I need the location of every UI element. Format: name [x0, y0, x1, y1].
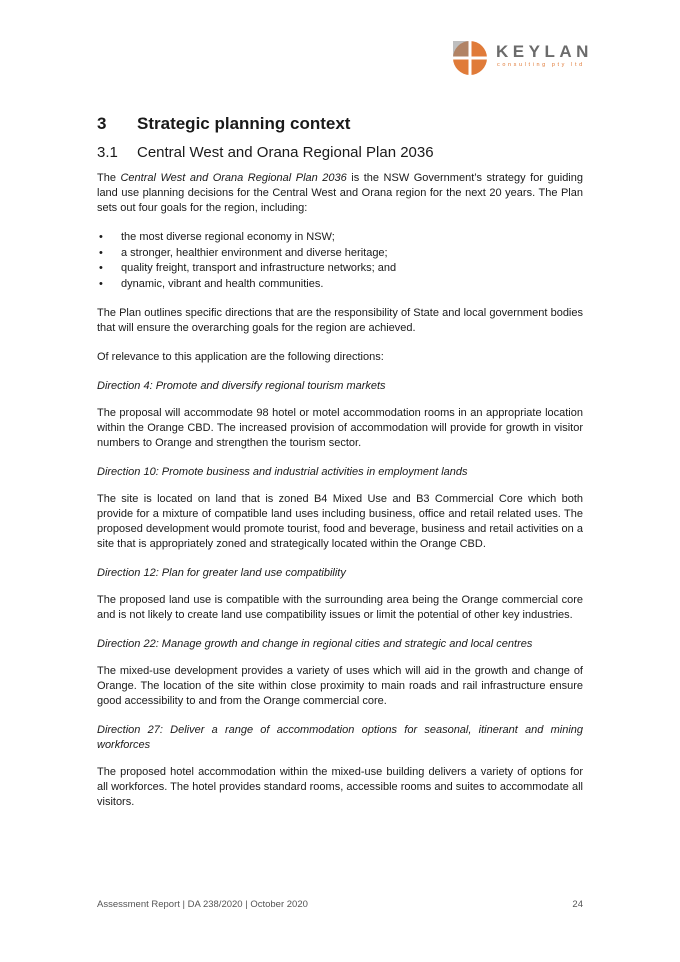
- outline-paragraph: The Plan outlines specific directions that are the responsibility of State and local government bodies that will ensure the overarching goals for the region are achieved.: [97, 307, 583, 334]
- direction-title: Direction 10: Promote business and industrial activities in employment lands: [97, 466, 468, 478]
- direction-title: Direction 4: Promote and diversify regional tourism markets: [97, 380, 386, 392]
- bullet-icon: •: [99, 262, 103, 274]
- plan-name: Central West and Orana Regional Plan 2036: [120, 172, 347, 184]
- footer-reference: Assessment Report | DA 238/2020 | October 2020: [97, 899, 308, 910]
- keylan-logo-icon: [452, 40, 488, 76]
- goals-list: [97, 230, 583, 292]
- direction-body: The site is located on land that is zoned B4 Mixed Use and B3 Commercial Core which both provide for a mixture of compatible land uses including business, office and retail related uses. The proposed development would promote tourist, food and beverage, business and retail activities on a site that is appropriately zoned and strategically located within the Orange CBD.: [97, 493, 583, 550]
- intro-suffix: is the NSW Government’s strategy for guiding land use planning decisions for the Central West and Orana region for the next 20 years. The Plan sets out four goals for the region, including:: [97, 172, 583, 214]
- subsection-title: Central West and Orana Regional Plan 2036: [137, 144, 434, 161]
- list-item: [97, 277, 583, 293]
- direction-title: Direction 27: Deliver a range of accommodation options for seasonal, itinerant and mining workforces: [97, 724, 583, 751]
- subsection-heading: [97, 144, 583, 161]
- company-logo: [452, 40, 592, 76]
- direction-body: The proposal will accommodate 98 hotel or motel accommodation rooms in an appropriate location within the Orange CBD. The increased provision of accommodation will provide for growth in visitor numbers to Orange and strengthen the tourism sector.: [97, 407, 583, 449]
- goal-text: quality freight, transport and infrastructure networks; and: [121, 262, 397, 274]
- bullet-icon: •: [99, 246, 103, 259]
- logo-name: KEYLAN: [496, 42, 593, 61]
- intro-paragraph: [97, 171, 583, 216]
- goal-text: the most diverse regional economy in NSW;: [121, 231, 335, 243]
- list-item: [97, 246, 583, 262]
- subsection-number: 3.1: [97, 144, 118, 161]
- page-number: 24: [572, 899, 583, 910]
- section-title: Strategic planning context: [137, 114, 351, 133]
- bullet-icon: •: [99, 277, 103, 290]
- direction-body: The proposed hotel accommodation within the mixed-use building delivers a variety of options for all workforces. The hotel provides standard rooms, accessible rooms and suites to accommodate all visitors.: [97, 766, 583, 808]
- direction-body: The proposed land use is compatible with the surrounding area being the Orange commercial core and is not likely to create land use compatibility issues or limit the potential of other key industries.: [97, 594, 583, 621]
- section-number: 3: [97, 114, 107, 133]
- direction-title: Direction 22: Manage growth and change in regional cities and strategic and local centres: [97, 638, 533, 650]
- logo-tagline: consulting pty ltd: [497, 62, 585, 68]
- goal-text: dynamic, vibrant and health communities.: [121, 277, 324, 290]
- section-heading: [97, 114, 583, 134]
- bullet-icon: •: [99, 231, 103, 243]
- page-content: [97, 114, 583, 824]
- goal-text: a stronger, healthier environment and diverse heritage;: [121, 246, 388, 259]
- page-footer: [97, 899, 583, 910]
- relevance-paragraph: Of relevance to this application are the following directions:: [97, 351, 384, 363]
- intro-prefix: The: [97, 172, 121, 184]
- list-item: [97, 230, 583, 246]
- direction-title: Direction 12: Plan for greater land use compatibility: [97, 567, 346, 579]
- list-item: [97, 261, 583, 277]
- direction-body: The mixed-use development provides a variety of uses which will aid in the growth and change of Orange. The location of the site within close proximity to main roads and rail infrastructure ensure good accessibility to and from the Orange commercial core.: [97, 665, 583, 707]
